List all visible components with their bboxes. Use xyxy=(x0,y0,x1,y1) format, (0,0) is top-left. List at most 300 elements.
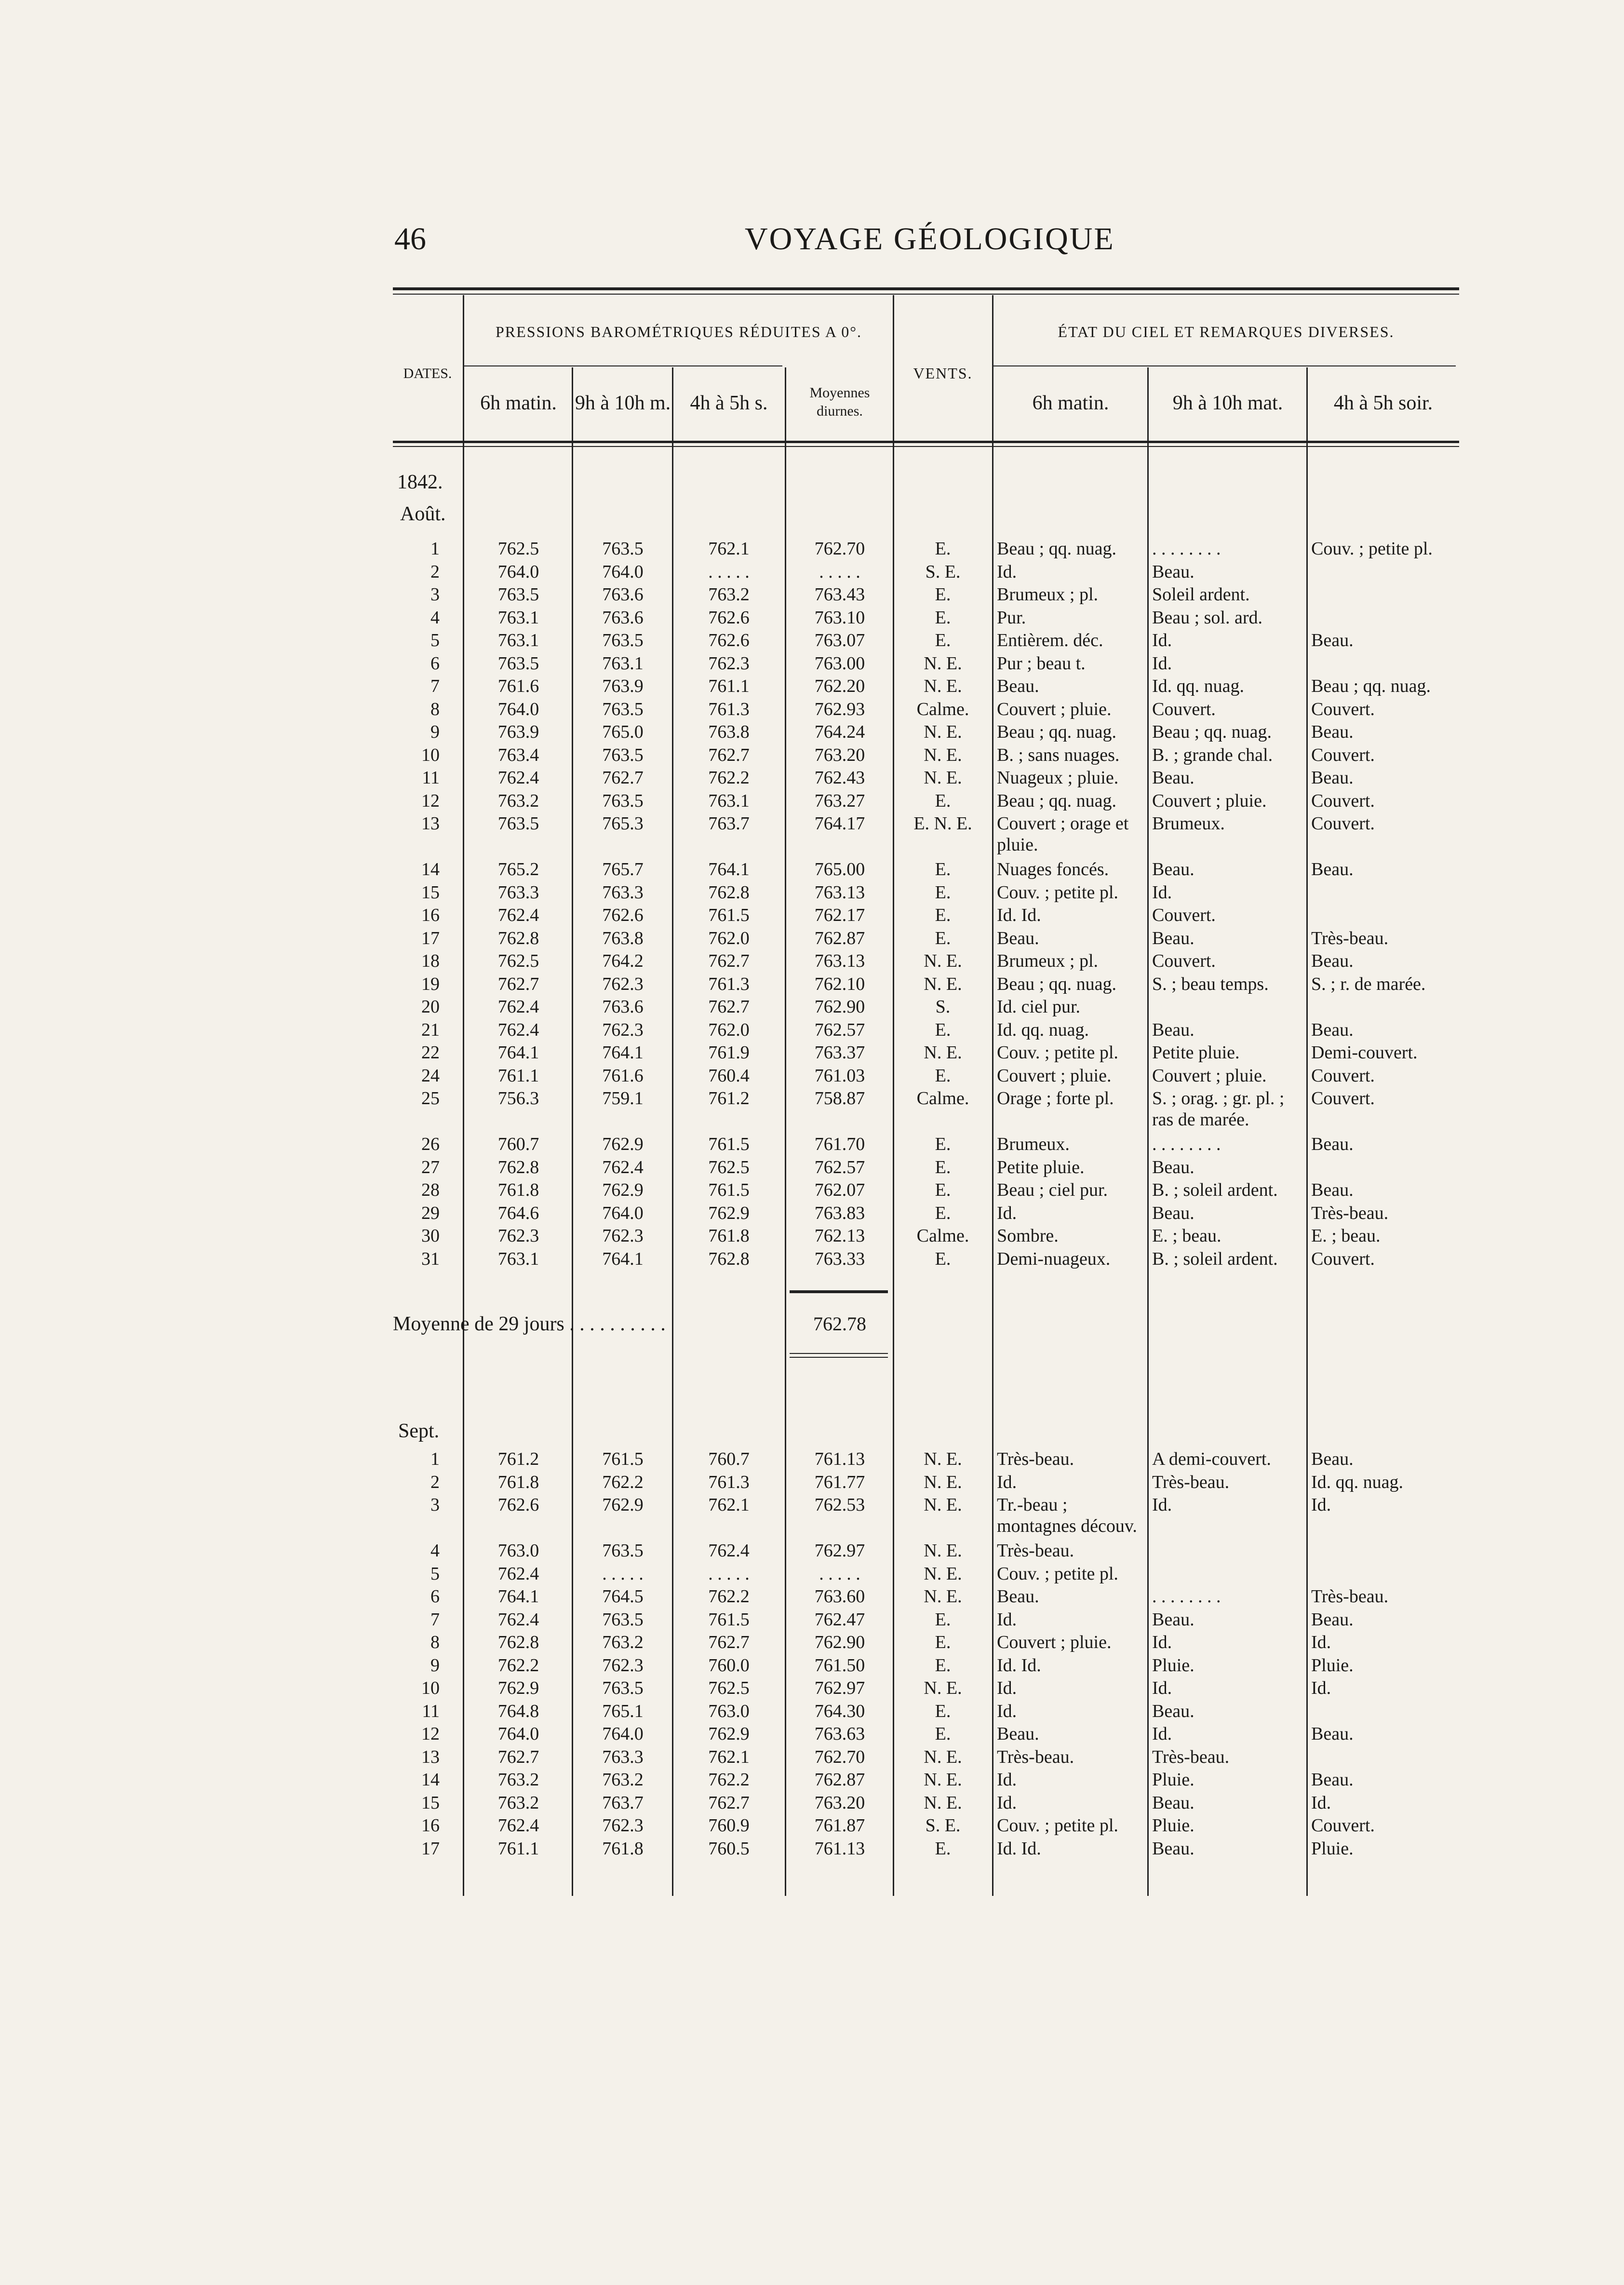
daily-mean-cell: 762.57 xyxy=(814,1157,865,1177)
pressure-6h-cell: 764.1 xyxy=(497,1042,539,1063)
pressure-6h-cell: 763.2 xyxy=(497,1792,539,1813)
sky-9h-cell: . . . . . . . . xyxy=(1152,1134,1221,1154)
pressure-6h-cell: 762.8 xyxy=(497,928,539,948)
col-mean-header: Moyennes diurnes. xyxy=(809,385,870,419)
sky-9h-cell: Beau. xyxy=(1152,859,1195,879)
pressure-4h-cell: 760.7 xyxy=(708,1449,750,1469)
pressure-6h-cell: 762.4 xyxy=(497,768,539,788)
wind-cell: E. N. E. xyxy=(913,813,972,834)
pressure-6h-cell: 762.7 xyxy=(497,1746,539,1767)
pressure-6h-cell: 763.4 xyxy=(497,744,539,765)
sky-9h-cell: S. ; beau temps. xyxy=(1152,973,1269,994)
pressure-9h-cell: 762.3 xyxy=(602,973,644,994)
date-cell: 19 xyxy=(421,973,440,994)
sky-6h-cell: Id. xyxy=(997,1770,1017,1790)
pressure-6h-cell: 761.8 xyxy=(497,1180,539,1200)
pressure-9h-cell: 761.6 xyxy=(602,1065,644,1086)
date-cell: 15 xyxy=(421,882,440,903)
daily-mean-cell: 763.00 xyxy=(814,653,865,674)
pressure-4h-cell: 762.1 xyxy=(708,1495,750,1515)
sky-6h-cell: Très-beau. xyxy=(997,1449,1074,1469)
wind-cell: E. xyxy=(935,928,951,948)
pressure-9h-cell: 763.3 xyxy=(602,882,644,903)
pressure-4h-cell: 762.7 xyxy=(708,951,750,971)
daily-mean-cell: 762.97 xyxy=(814,1678,865,1698)
date-cell: 6 xyxy=(430,653,440,674)
sky-6h-cell: Couv. ; petite pl. xyxy=(997,1042,1118,1063)
wind-cell: N. E. xyxy=(924,973,962,994)
daily-mean-cell: . . . . . xyxy=(819,1563,860,1584)
daily-mean-cell: 763.13 xyxy=(814,882,865,903)
date-cell: 10 xyxy=(421,744,440,765)
pressure-6h-cell: 760.7 xyxy=(497,1134,539,1154)
wind-cell: S. E. xyxy=(925,561,961,582)
sky-4h-cell: Beau. xyxy=(1311,768,1354,788)
daily-mean-cell: 763.60 xyxy=(814,1586,865,1607)
wind-cell: N. E. xyxy=(924,722,962,742)
sky-6h-cell: Id. xyxy=(997,1609,1017,1630)
date-cell: 14 xyxy=(421,1770,440,1790)
sky-6h-cell: Beau. xyxy=(997,928,1039,948)
date-cell: 17 xyxy=(421,1838,440,1859)
pressure-4h-cell: 762.6 xyxy=(708,607,750,628)
sky-4h-cell: Beau. xyxy=(1311,951,1354,971)
pressure-6h-cell: 762.4 xyxy=(497,905,539,925)
sky-9h-cell: Couvert. xyxy=(1152,699,1216,719)
sky-4h-cell: Id. xyxy=(1311,1632,1331,1652)
date-cell: 16 xyxy=(421,905,440,925)
date-cell: 13 xyxy=(421,1746,440,1767)
pressure-9h-cell: 763.5 xyxy=(602,790,644,811)
monthly-mean-value: 762.78 xyxy=(813,1313,866,1335)
pressure-4h-cell: 761.8 xyxy=(708,1226,750,1246)
daily-mean-cell: 761.13 xyxy=(814,1449,865,1469)
summary-top-rule xyxy=(790,1290,888,1293)
sky-9h-cell: Beau. xyxy=(1152,1609,1195,1630)
pressure-4h-cell: 762.6 xyxy=(708,630,750,650)
sky-9h-cell: Pluie. xyxy=(1152,1655,1195,1676)
date-cell: 20 xyxy=(421,997,440,1017)
sky-6h-cell: Id. Id. xyxy=(997,1838,1041,1859)
sky-9h-cell: Pluie. xyxy=(1152,1770,1195,1790)
sky-4h-cell: Beau. xyxy=(1311,1609,1354,1630)
sky-6h-cell: Beau. xyxy=(997,1586,1039,1607)
pressure-6h-cell: 763.2 xyxy=(497,790,539,811)
date-cell: 29 xyxy=(421,1203,440,1223)
pressure-9h-cell: 764.0 xyxy=(602,561,644,582)
wind-cell: N. E. xyxy=(924,653,962,674)
daily-mean-cell: 763.63 xyxy=(814,1724,865,1744)
pressure-9h-cell: 763.5 xyxy=(602,1541,644,1561)
pressure-9h-cell: . . . . . xyxy=(602,1563,644,1584)
pressure-4h-cell: 763.0 xyxy=(708,1701,750,1721)
pressure-4h-cell: 760.9 xyxy=(708,1815,750,1836)
sky-9h-cell: B. ; grande chal. xyxy=(1152,744,1273,765)
pressure-group-rule xyxy=(464,365,782,366)
col-rule xyxy=(785,367,786,1896)
pressure-9h-cell: 759.1 xyxy=(602,1088,644,1109)
daily-mean-cell: 762.17 xyxy=(814,905,865,925)
sky-6h-cell: Id. xyxy=(997,1203,1017,1223)
pressure-4h-cell: 762.7 xyxy=(708,1632,750,1652)
date-cell: 28 xyxy=(421,1180,440,1200)
daily-mean-cell: 762.90 xyxy=(814,997,865,1017)
pressure-4h-cell: 761.5 xyxy=(708,1134,750,1154)
sky-4h-cell: Très-beau. xyxy=(1311,1203,1389,1223)
sky-6h-cell: Sombre. xyxy=(997,1226,1059,1246)
pressure-6h-cell: 763.1 xyxy=(497,630,539,650)
wind-cell: E. xyxy=(935,859,951,879)
table-top-rule xyxy=(393,287,1459,290)
daily-mean-cell: 765.00 xyxy=(814,859,865,879)
date-cell: 8 xyxy=(430,699,440,719)
daily-mean-cell: 762.53 xyxy=(814,1495,865,1515)
daily-mean-cell: 761.87 xyxy=(814,1815,865,1836)
pressure-9h-cell: 762.9 xyxy=(602,1495,644,1515)
daily-mean-cell: 762.87 xyxy=(814,928,865,948)
pressure-9h-cell: 763.5 xyxy=(602,539,644,559)
sky-4h-cell: E. ; beau. xyxy=(1311,1226,1381,1246)
pressure-6h-cell: 761.1 xyxy=(497,1838,539,1859)
pressure-4h-cell: 763.7 xyxy=(708,813,750,834)
wind-cell: E. xyxy=(935,882,951,903)
sky-9h-cell: Couvert. xyxy=(1152,905,1216,925)
daily-mean-cell: 763.27 xyxy=(814,790,865,811)
daily-mean-cell: 762.87 xyxy=(814,1770,865,1790)
date-cell: 11 xyxy=(422,1701,440,1721)
date-cell: 12 xyxy=(421,790,440,811)
pressure-4h-cell: 761.9 xyxy=(708,1042,750,1063)
pressure-9h-cell: 765.0 xyxy=(602,722,644,742)
sky-4h-cell: Id. xyxy=(1311,1495,1331,1515)
date-cell: 9 xyxy=(430,722,440,742)
sky-6h-cell: Id. xyxy=(997,1678,1017,1698)
pressure-9h-cell: 764.1 xyxy=(602,1042,644,1063)
pressure-6h-cell: 764.8 xyxy=(497,1701,539,1721)
sky-9h-cell: Beau ; sol. ard. xyxy=(1152,607,1263,628)
daily-mean-cell: 763.07 xyxy=(814,630,865,650)
daily-mean-cell: 761.13 xyxy=(814,1838,865,1859)
sky-4h-cell: Beau. xyxy=(1311,1770,1354,1790)
pressure-9h-cell: 762.6 xyxy=(602,905,644,925)
pressure-4h-cell: 762.5 xyxy=(708,1678,750,1698)
pressure-9h-cell: 763.5 xyxy=(602,1609,644,1630)
daily-mean-cell: 763.33 xyxy=(814,1248,865,1269)
sky-4h-cell: Couvert. xyxy=(1311,813,1375,834)
pressure-4h-cell: 762.2 xyxy=(708,768,750,788)
pressure-4h-cell: 762.2 xyxy=(708,1770,750,1790)
sky-4h-cell: Couvert. xyxy=(1311,699,1375,719)
daily-mean-cell: 761.77 xyxy=(814,1472,865,1492)
pressure-9h-cell: 763.8 xyxy=(602,928,644,948)
date-cell: 12 xyxy=(421,1724,440,1744)
wind-cell: E. xyxy=(935,1609,951,1630)
pressure-6h-cell: 763.5 xyxy=(497,584,539,605)
sky-4h-cell: Pluie. xyxy=(1311,1838,1354,1859)
col-dates-header: DATES. xyxy=(403,365,452,381)
pressure-9h-cell: 763.3 xyxy=(602,1746,644,1767)
sky-9h-cell: Petite pluie. xyxy=(1152,1042,1240,1063)
pressure-9h-cell: 763.7 xyxy=(602,1792,644,1813)
pressure-4h-cell: 762.2 xyxy=(708,1586,750,1607)
daily-mean-cell: 762.20 xyxy=(814,676,865,696)
wind-cell: N. E. xyxy=(924,1563,962,1584)
daily-mean-cell: 764.30 xyxy=(814,1701,865,1721)
sky-9h-cell: . . . . . . . . xyxy=(1152,539,1221,559)
sky-6h-cell: Beau. xyxy=(997,1724,1039,1744)
pressure-6h-cell: 763.5 xyxy=(497,653,539,674)
sky-4h-cell: Demi-couvert. xyxy=(1311,1042,1418,1063)
sky-6h-cell: Nuageux ; pluie. xyxy=(997,768,1119,788)
pressure-6h-cell: 762.2 xyxy=(497,1655,539,1676)
pressure-6h-cell: 762.7 xyxy=(497,973,539,994)
year-label: 1842. xyxy=(397,471,443,493)
sky-9h-cell: Id. xyxy=(1152,1724,1172,1744)
pressure-4h-cell: 761.3 xyxy=(708,1472,750,1492)
sky-4h-cell: Beau. xyxy=(1311,722,1354,742)
pressure-4h-cell: 761.2 xyxy=(708,1088,750,1109)
daily-mean-cell: 763.43 xyxy=(814,584,865,605)
wind-cell: E. xyxy=(935,1724,951,1744)
sky-9h-cell: Id. qq. nuag. xyxy=(1152,676,1245,696)
pressure-6h-cell: 762.6 xyxy=(497,1495,539,1515)
date-cell: 22 xyxy=(421,1042,440,1063)
date-cell: 7 xyxy=(430,1609,440,1630)
pressure-6h-cell: 762.4 xyxy=(497,1609,539,1630)
sky-6h-cell: Couvert ; orage et pluie. xyxy=(997,813,1129,855)
sky-4h-cell: Couvert. xyxy=(1311,790,1375,811)
daily-mean-cell: 762.13 xyxy=(814,1226,865,1246)
pressure-9h-cell: 762.9 xyxy=(602,1180,644,1200)
sky-6h-cell: Id. xyxy=(997,561,1017,582)
pressure-9h-cell: 762.9 xyxy=(602,1134,644,1154)
wind-cell: E. xyxy=(935,1180,951,1200)
sky-6h-cell: Petite pluie. xyxy=(997,1157,1085,1177)
sky-9h-cell: Couvert ; pluie. xyxy=(1152,1065,1267,1086)
sky-9h-cell: . . . . . . . . xyxy=(1152,1586,1221,1607)
wind-cell: S. E. xyxy=(925,1815,961,1836)
pressure-4h-cell: 762.0 xyxy=(708,928,750,948)
pressure-4h-cell: . . . . . xyxy=(708,1563,750,1584)
sky-4h-cell: Id. qq. nuag. xyxy=(1311,1472,1404,1492)
date-cell: 9 xyxy=(430,1655,440,1676)
pressure-4h-cell: 762.3 xyxy=(708,653,750,674)
pressure-9h-cell: 762.4 xyxy=(602,1157,644,1177)
pressure-4h-cell: 762.1 xyxy=(708,1746,750,1767)
date-cell: 1 xyxy=(430,1449,440,1469)
sky-9h-cell: Id. xyxy=(1152,1495,1172,1515)
sky-4h-cell: Couv. ; petite pl. xyxy=(1311,539,1433,559)
col-9h-header: 9h à 10h m. xyxy=(575,392,671,414)
monthly-mean-label: Moyenne de 29 jours . . . . . . . . . . xyxy=(393,1313,666,1335)
pressure-9h-cell: 762.3 xyxy=(602,1655,644,1676)
sky-4h-cell: Id. xyxy=(1311,1792,1331,1813)
sky-9h-cell: B. ; soleil ardent. xyxy=(1152,1248,1278,1269)
wind-cell: N. E. xyxy=(924,744,962,765)
daily-mean-cell: 761.50 xyxy=(814,1655,865,1676)
pressure-4h-cell: 763.1 xyxy=(708,790,750,811)
date-cell: 5 xyxy=(430,630,440,650)
wind-cell: N. E. xyxy=(924,1586,962,1607)
pressure-6h-cell: 762.4 xyxy=(497,1815,539,1836)
pressure-6h-cell: 762.4 xyxy=(497,1563,539,1584)
pressure-4h-cell: 762.4 xyxy=(708,1541,750,1561)
summary-bottom-rule xyxy=(790,1353,888,1354)
sky-9h-cell: E. ; beau. xyxy=(1152,1226,1221,1246)
daily-mean-cell: 761.03 xyxy=(814,1065,865,1086)
pressure-6h-cell: 762.3 xyxy=(497,1226,539,1246)
sky-9h-cell: Couvert. xyxy=(1152,951,1216,971)
date-cell: 3 xyxy=(430,1495,440,1515)
sky-9h-cell: S. ; orag. ; gr. pl. ; ras de marée. xyxy=(1152,1088,1285,1130)
pressure-9h-cell: 763.2 xyxy=(602,1770,644,1790)
wind-cell: E. xyxy=(935,584,951,605)
daily-mean-cell: 758.87 xyxy=(814,1088,865,1109)
daily-mean-cell: 762.93 xyxy=(814,699,865,719)
sky-6h-cell: Pur. xyxy=(997,607,1026,628)
daily-mean-cell: 762.70 xyxy=(814,1746,865,1767)
sky-6h-cell: Très-beau. xyxy=(997,1541,1074,1561)
pressure-9h-cell: 765.1 xyxy=(602,1701,644,1721)
daily-mean-cell: 762.10 xyxy=(814,973,865,994)
sky-9h-cell: Soleil ardent. xyxy=(1152,584,1250,605)
pressure-6h-cell: 762.8 xyxy=(497,1157,539,1177)
wind-cell: Calme. xyxy=(916,1226,969,1246)
wind-cell: N. E. xyxy=(924,768,962,788)
pressure-4h-cell: 760.0 xyxy=(708,1655,750,1676)
pressure-9h-cell: 762.7 xyxy=(602,768,644,788)
sky-4h-cell: Couvert. xyxy=(1311,1248,1375,1269)
pressure-6h-cell: 763.0 xyxy=(497,1541,539,1561)
sky-4h-cell: Beau. xyxy=(1311,1134,1354,1154)
pressure-9h-cell: 765.7 xyxy=(602,859,644,879)
wind-cell: E. xyxy=(935,1019,951,1040)
pressure-9h-cell: 762.3 xyxy=(602,1815,644,1836)
pressure-6h-cell: 762.5 xyxy=(497,539,539,559)
sky-6h-cell: Beau ; qq. nuag. xyxy=(997,973,1117,994)
pressure-9h-cell: 763.1 xyxy=(602,653,644,674)
sky-4h-cell: Beau. xyxy=(1311,630,1354,650)
sky-4h-cell: Très-beau. xyxy=(1311,1586,1389,1607)
pressure-6h-cell: 761.1 xyxy=(497,1065,539,1086)
sky-6h-cell: Id. qq. nuag. xyxy=(997,1019,1089,1040)
sky-6h-cell: Beau ; qq. nuag. xyxy=(997,722,1117,742)
sky-6h-cell: Pur ; beau t. xyxy=(997,653,1086,674)
sky-6h-cell: Beau ; qq. nuag. xyxy=(997,539,1117,559)
sky-6h-cell: Brumeux ; pl. xyxy=(997,584,1099,605)
wind-cell: Calme. xyxy=(916,1088,969,1109)
sky-9h-cell: Beau. xyxy=(1152,561,1195,582)
pressure-6h-cell: 763.9 xyxy=(497,722,539,742)
pressure-4h-cell: 762.9 xyxy=(708,1724,750,1744)
sky-6h-cell: Couvert ; pluie. xyxy=(997,1632,1112,1652)
wind-cell: S. xyxy=(935,997,951,1017)
daily-mean-cell: 762.43 xyxy=(814,768,865,788)
wind-cell: E. xyxy=(935,1203,951,1223)
pressure-9h-cell: 763.9 xyxy=(602,676,644,696)
daily-mean-cell: 762.57 xyxy=(814,1019,865,1040)
date-cell: 25 xyxy=(421,1088,440,1109)
sky-6h-cell: Couvert ; pluie. xyxy=(997,699,1112,719)
sky-9h-cell: Pluie. xyxy=(1152,1815,1195,1836)
pressure-4h-cell: 762.9 xyxy=(708,1203,750,1223)
sky-6h-cell: Tr.-beau ; montagnes découv. xyxy=(997,1495,1137,1536)
sky-9h-cell: Très-beau. xyxy=(1152,1746,1230,1767)
wind-cell: E. xyxy=(935,1134,951,1154)
pressure-6h-cell: 763.1 xyxy=(497,1248,539,1269)
pressure-6h-cell: 756.3 xyxy=(497,1088,539,1109)
sky-6h-cell: Demi-nuageux. xyxy=(997,1248,1111,1269)
pressure-9h-cell: 762.3 xyxy=(602,1226,644,1246)
col-6h-header: 6h matin. xyxy=(480,392,557,414)
sky-4h-cell: Couvert. xyxy=(1311,1088,1375,1109)
wind-cell: N. E. xyxy=(924,1792,962,1813)
daily-mean-cell: 764.24 xyxy=(814,722,865,742)
sky-6h-cell: Couvert ; pluie. xyxy=(997,1065,1112,1086)
pressure-6h-cell: 764.6 xyxy=(497,1203,539,1223)
wind-cell: E. xyxy=(935,1655,951,1676)
wind-cell: N. E. xyxy=(924,676,962,696)
running-title: VOYAGE GÉOLOGIQUE xyxy=(745,221,1115,257)
date-cell: 31 xyxy=(421,1248,440,1269)
wind-cell: N. E. xyxy=(924,1678,962,1698)
wind-cell: N. E. xyxy=(924,1770,962,1790)
date-cell: 18 xyxy=(421,951,440,971)
pressure-4h-cell: 762.7 xyxy=(708,997,750,1017)
sky-9h-cell: Beau ; qq. nuag. xyxy=(1152,722,1272,742)
wind-cell: E. xyxy=(935,790,951,811)
sky-4h-cell: Couvert. xyxy=(1311,1815,1375,1836)
pressure-6h-cell: 764.1 xyxy=(497,1586,539,1607)
pressure-9h-cell: 764.0 xyxy=(602,1203,644,1223)
sky-6h-cell: Id. xyxy=(997,1792,1017,1813)
sky-4h-cell: Beau. xyxy=(1311,1724,1354,1744)
sky-9h-cell: Brumeux. xyxy=(1152,813,1225,834)
pressure-9h-cell: 764.5 xyxy=(602,1586,644,1607)
sky-6h-cell: Beau ; qq. nuag. xyxy=(997,790,1117,811)
sky-6h-cell: Brumeux ; pl. xyxy=(997,951,1099,971)
pressure-9h-cell: 763.6 xyxy=(602,607,644,628)
sky-4h-cell: Beau. xyxy=(1311,1019,1354,1040)
date-cell: 2 xyxy=(430,1472,440,1492)
col-sky-9h-header: 9h à 10h mat. xyxy=(1172,392,1283,414)
sky-6h-cell: Orage ; forte pl. xyxy=(997,1088,1114,1109)
date-cell: 10 xyxy=(421,1678,440,1698)
col-winds-header: VENTS. xyxy=(913,365,973,382)
sky-9h-cell: Beau. xyxy=(1152,928,1195,948)
pressure-9h-cell: 763.6 xyxy=(602,997,644,1017)
date-cell: 1 xyxy=(430,539,440,559)
sky-group-header: ÉTAT DU CIEL ET REMARQUES DIVERSES. xyxy=(1058,323,1395,340)
sky-4h-cell: Beau ; qq. nuag. xyxy=(1311,676,1431,696)
wind-cell: N. E. xyxy=(924,1541,962,1561)
sky-4h-cell: Id. xyxy=(1311,1678,1331,1698)
wind-cell: E. xyxy=(935,630,951,650)
pressure-group-header: PRESSIONS BAROMÉTRIQUES RÉDUITES A 0°. xyxy=(496,323,862,340)
daily-mean-cell: 761.70 xyxy=(814,1134,865,1154)
date-cell: 3 xyxy=(430,584,440,605)
pressure-4h-cell: 760.5 xyxy=(708,1838,750,1859)
header-bottom-rule xyxy=(393,441,1459,443)
sky-6h-cell: Id. Id. xyxy=(997,905,1041,925)
pressure-6h-cell: 764.0 xyxy=(497,561,539,582)
sky-9h-cell: A demi-couvert. xyxy=(1152,1449,1271,1469)
wind-cell: N. E. xyxy=(924,1042,962,1063)
pressure-4h-cell: 760.4 xyxy=(708,1065,750,1086)
pressure-9h-cell: 761.8 xyxy=(602,1838,644,1859)
wind-cell: E. xyxy=(935,1632,951,1652)
sky-9h-cell: Beau. xyxy=(1152,1838,1195,1859)
